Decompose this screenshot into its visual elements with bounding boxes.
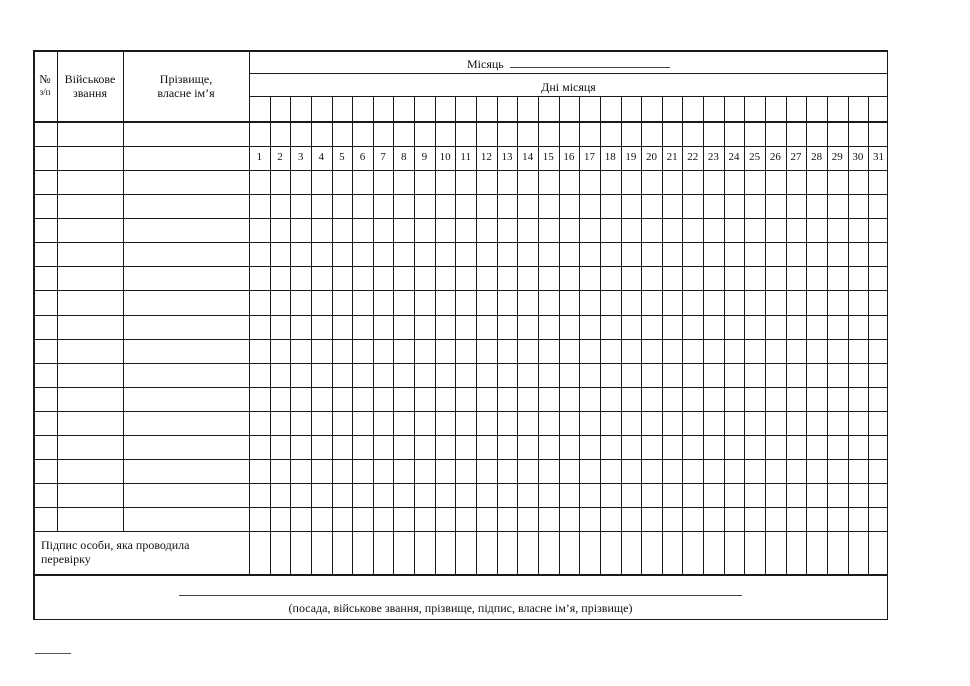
row-line: [33, 170, 888, 171]
day-number: 24: [728, 151, 740, 163]
day-number: 9: [421, 151, 428, 163]
attendance-table: [33, 50, 888, 620]
day-number: 3: [297, 151, 304, 163]
day-col-line: [848, 96, 849, 574]
col-line-days-start: [249, 50, 250, 574]
signature-label-line2: перевірку: [41, 552, 91, 566]
row-line: [33, 411, 888, 412]
day-col-line: [476, 96, 477, 574]
day-col-line: [559, 96, 560, 574]
row-line: [33, 315, 888, 316]
row-line: [33, 146, 888, 147]
month-blank: [510, 67, 670, 68]
month-label: Місяць: [467, 57, 504, 71]
day-number: 19: [625, 151, 637, 163]
day-number: 2: [277, 151, 283, 163]
day-number: 20: [645, 151, 657, 163]
header-bottom-line: [33, 121, 888, 123]
row-number-header: №: [39, 72, 51, 86]
signature-row-bottom: [33, 574, 888, 576]
col-line-rank: [57, 50, 58, 531]
border-right: [887, 50, 889, 620]
row-line: [33, 435, 888, 436]
row-line: [33, 339, 888, 340]
row-line: [33, 387, 888, 388]
row-line: [33, 459, 888, 460]
signature-blank-line: [179, 595, 742, 596]
row-line: [33, 531, 888, 532]
day-col-line: [786, 96, 787, 574]
day-number: 31: [873, 151, 884, 163]
day-number: 1: [256, 151, 263, 163]
day-number: 28: [811, 151, 823, 163]
day-col-line: [517, 96, 518, 574]
name-header-line1: Прізвище,: [159, 72, 213, 86]
rank-header-line2: звання: [73, 86, 107, 100]
row-line: [33, 363, 888, 364]
row-line: [33, 483, 888, 484]
day-col-line: [765, 96, 766, 574]
day-col-line: [414, 96, 415, 574]
day-col-line: [393, 96, 394, 574]
day-number: 7: [380, 151, 386, 163]
border-bottom: [33, 619, 888, 621]
day-number: 5: [339, 151, 345, 163]
rank-header-line1: Військове: [64, 72, 116, 86]
day-number: 21: [666, 151, 678, 163]
days-label-divider: [249, 96, 888, 97]
day-col-line: [621, 96, 622, 574]
day-col-line: [868, 96, 869, 574]
row-number-subheader: з/п: [39, 87, 51, 97]
days-of-month-label: Дні місяця: [541, 80, 596, 94]
day-col-line: [641, 96, 642, 574]
day-col-line: [497, 96, 498, 574]
day-number: 12: [480, 151, 492, 163]
row-line: [33, 242, 888, 243]
row-line: [33, 266, 888, 267]
day-col-line: [538, 96, 539, 574]
day-col-line: [373, 96, 374, 574]
day-number: 10: [439, 151, 451, 163]
row-line: [33, 194, 888, 195]
day-col-line: [682, 96, 683, 574]
day-col-line: [435, 96, 436, 574]
signature-caption: (посада, військове звання, прізвище, підпис, власне ім’я, прізвище): [288, 601, 633, 615]
row-line: [33, 218, 888, 219]
day-col-line: [311, 96, 312, 574]
day-number: 25: [749, 151, 761, 163]
col-line-name: [123, 50, 124, 531]
day-number: 29: [831, 151, 843, 163]
day-col-line: [703, 96, 704, 574]
border-top: [33, 50, 888, 52]
day-number: 22: [687, 151, 699, 163]
signature-label-line1: Підпис особи, яка проводила: [41, 538, 190, 552]
day-col-line: [662, 96, 663, 574]
day-col-line: [827, 96, 828, 574]
day-number: 15: [542, 151, 554, 163]
day-col-line: [579, 96, 580, 574]
day-number: 13: [501, 151, 513, 163]
day-number: 6: [359, 151, 366, 163]
day-number: 17: [584, 151, 596, 163]
day-col-line: [724, 96, 725, 574]
day-col-line: [332, 96, 333, 574]
day-number: 11: [460, 151, 471, 163]
month-row-divider: [249, 73, 888, 74]
day-col-line: [290, 96, 291, 574]
row-line: [33, 507, 888, 508]
day-number: 16: [563, 151, 575, 163]
day-col-line: [352, 96, 353, 574]
day-col-line: [744, 96, 745, 574]
day-number: 14: [522, 151, 534, 163]
day-number: 26: [769, 151, 781, 163]
day-number: 23: [707, 151, 719, 163]
day-col-line: [600, 96, 601, 574]
border-left: [33, 50, 35, 620]
footnote-rule: [35, 653, 71, 654]
day-number: 27: [790, 151, 802, 163]
day-number: 30: [852, 151, 864, 163]
day-col-line: [270, 96, 271, 574]
day-col-line: [455, 96, 456, 574]
name-header-line2: власне ім’я: [157, 86, 215, 100]
day-number: 18: [604, 151, 616, 163]
day-col-line: [806, 96, 807, 574]
day-number: 4: [318, 151, 324, 163]
row-line: [33, 290, 888, 291]
day-number: 8: [401, 151, 407, 163]
